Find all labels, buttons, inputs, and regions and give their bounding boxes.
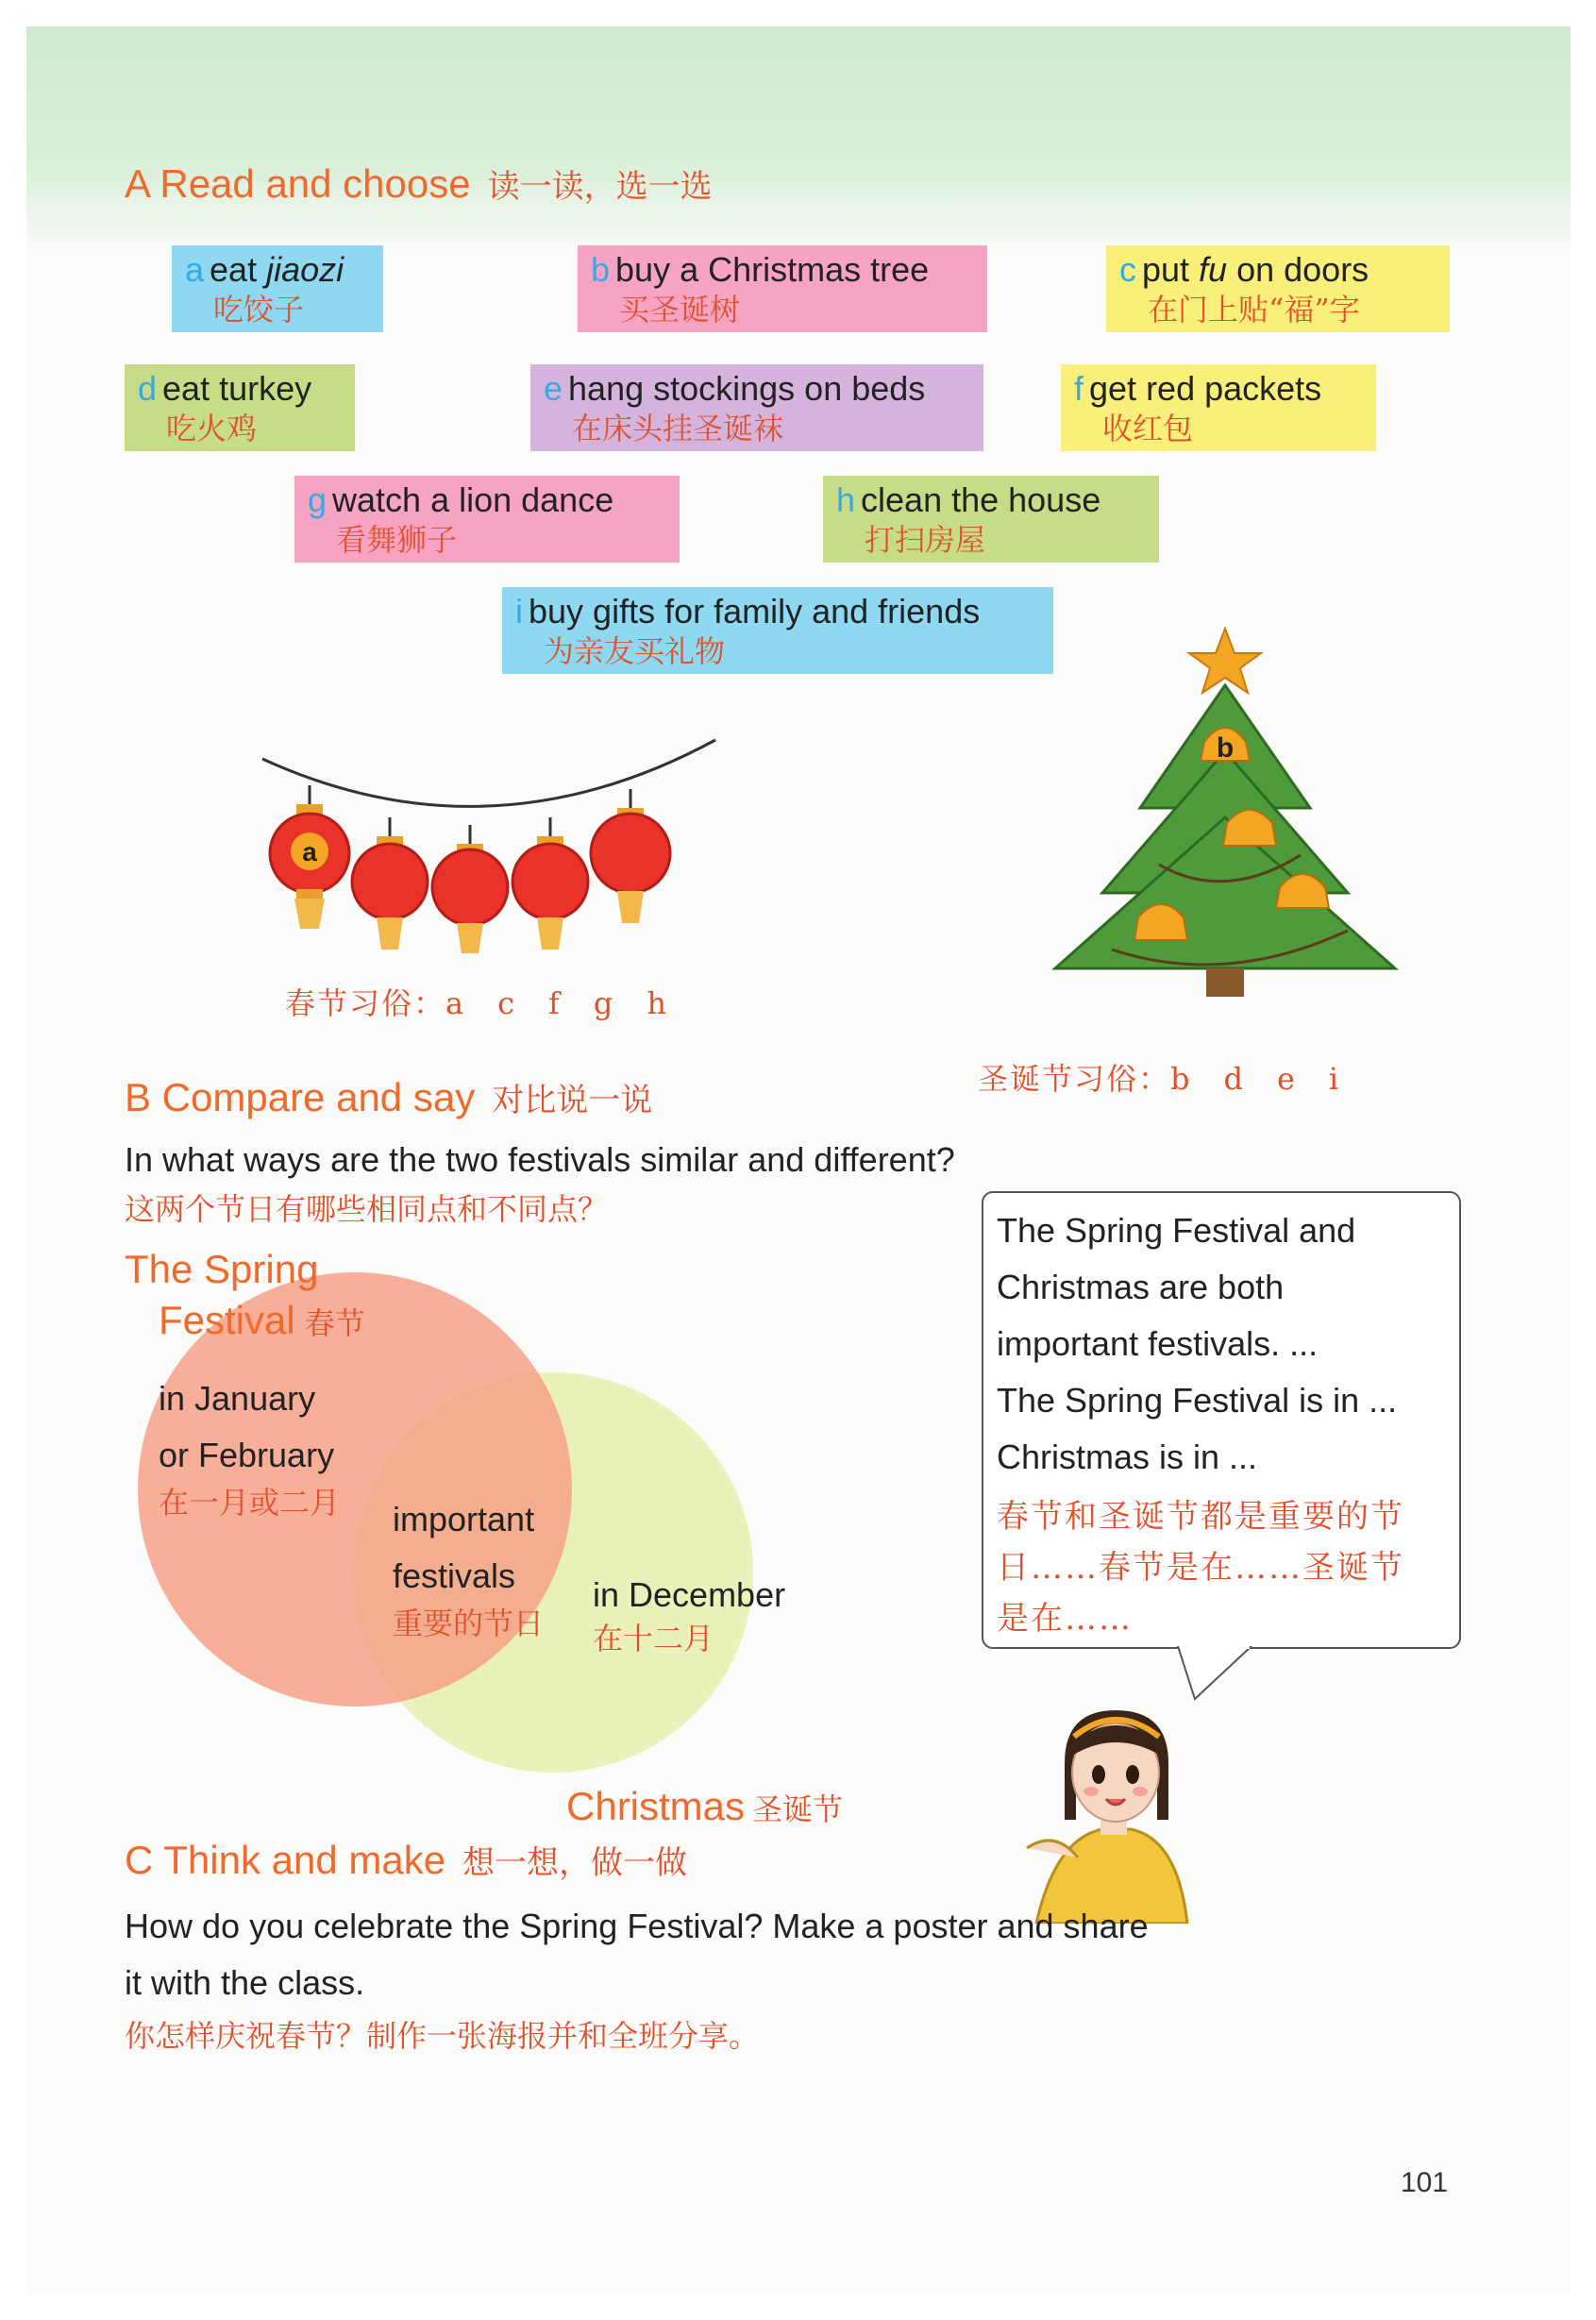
venn-spring-text-2: or February bbox=[159, 1436, 335, 1474]
choice-text-cn: 在门上贴“福”字 bbox=[1148, 292, 1360, 328]
lantern bbox=[591, 789, 670, 923]
choice-letter: a bbox=[185, 250, 205, 289]
page-number: 101 bbox=[1401, 2167, 1449, 2198]
venn-christmas-text-1: in December bbox=[593, 1575, 786, 1614]
venn-spring-title-line1: The Spring bbox=[125, 1247, 319, 1291]
choice-card-e bbox=[530, 364, 983, 451]
section-b-title-cn: 对比说一说 bbox=[492, 1082, 653, 1119]
choice-text-italic: fu bbox=[1199, 250, 1228, 289]
choice-text-italic: jiaozi bbox=[266, 250, 344, 289]
choice-card-f bbox=[1061, 364, 1376, 451]
section-a-heading bbox=[125, 160, 713, 207]
venn-spring-title bbox=[125, 1244, 365, 1349]
venn-both-text-2: festivals bbox=[393, 1556, 516, 1595]
choice-letter: d bbox=[138, 369, 158, 408]
section-b-title: B Compare and say bbox=[125, 1075, 476, 1119]
girl-illustration bbox=[999, 1697, 1216, 1924]
lantern-label: a bbox=[302, 837, 317, 866]
lanterns-illustration bbox=[253, 731, 725, 967]
speech-bubble bbox=[982, 1191, 1461, 1649]
venn-both-text-1: important bbox=[393, 1500, 535, 1538]
choice-card-c bbox=[1106, 245, 1450, 332]
choice-card-d bbox=[125, 364, 355, 451]
choice-text-cn: 吃饺子 bbox=[213, 292, 305, 328]
choice-text: eat turkey bbox=[162, 369, 312, 408]
choice-text: buy gifts for family and friends bbox=[529, 592, 981, 630]
section-c-text-line1: How do you celebrate the Spring Festival? Make a poster and share bbox=[125, 1907, 1149, 1945]
section-a-title: A Read and choose bbox=[125, 161, 471, 206]
choice-letter: g bbox=[308, 480, 328, 519]
spring-festival-customs: 春节习俗：a c f g h bbox=[285, 985, 668, 1021]
choice-text: clean the house bbox=[861, 480, 1101, 519]
tree-label: b bbox=[1216, 732, 1235, 764]
venn-christmas-title-cn: 圣诞节 bbox=[752, 1791, 844, 1827]
choice-text-cn: 收红包 bbox=[1102, 411, 1194, 446]
section-c-title-cn: 想一想，做一做 bbox=[462, 1844, 688, 1882]
textbook-page bbox=[26, 26, 1571, 2294]
header-band bbox=[26, 26, 1571, 253]
section-b-question: In what ways are the two festivals similar and different? bbox=[125, 1140, 955, 1179]
choice-text: buy a Christmas tree bbox=[615, 250, 930, 289]
bubble-cn-line: 春节和圣诞节都是重要的节 bbox=[997, 1498, 1404, 1536]
venn-spring-title-word: Festival bbox=[159, 1298, 295, 1342]
choice-text-cn: 在床头挂圣诞袜 bbox=[572, 411, 784, 446]
choice-text: eat bbox=[210, 250, 267, 289]
venn-spring-title-line2 bbox=[159, 1295, 365, 1349]
christmas-customs: 圣诞节习俗：b d e i bbox=[978, 1061, 1341, 1097]
choice-text-cn: 看舞狮子 bbox=[336, 522, 458, 558]
choice-card-i bbox=[502, 587, 1053, 674]
section-c-text-line2: it with the class. bbox=[125, 1963, 365, 2002]
choice-card-a bbox=[172, 245, 383, 332]
lantern bbox=[512, 817, 588, 950]
choice-letter: h bbox=[836, 480, 856, 519]
choice-text-tail: on doors bbox=[1227, 250, 1369, 289]
choice-letter: f bbox=[1074, 369, 1084, 408]
section-a-title-cn: 读一读，选一选 bbox=[487, 168, 713, 206]
bubble-line: The Spring Festival and bbox=[997, 1211, 1356, 1250]
venn-spring-only bbox=[159, 1370, 340, 1521]
choice-text: put bbox=[1142, 250, 1200, 289]
choice-card-b bbox=[578, 245, 987, 332]
section-c-text-cn: 你怎样庆祝春节？制作一张海报并和全班分享。 bbox=[125, 2018, 760, 2054]
venn-christmas-title bbox=[566, 1784, 843, 1829]
choice-text: watch a lion dance bbox=[332, 480, 614, 519]
choice-text-cn: 为亲友买礼物 bbox=[544, 633, 726, 669]
venn-spring-title-cn: 春节 bbox=[304, 1305, 365, 1341]
choice-text-cn: 打扫房屋 bbox=[865, 522, 986, 558]
lantern bbox=[352, 817, 428, 950]
bubble-line: Christmas are both bbox=[997, 1268, 1285, 1306]
section-c-title: C Think and make bbox=[125, 1838, 446, 1882]
choice-letter: c bbox=[1119, 250, 1136, 289]
choice-letter: e bbox=[544, 369, 563, 408]
venn-christmas-title-word: Christmas bbox=[566, 1784, 746, 1828]
bubble-cn-line: 日……春节是在……圣诞节 bbox=[997, 1549, 1404, 1587]
venn-both bbox=[393, 1491, 544, 1642]
christmas-tree-illustration bbox=[1027, 619, 1423, 1006]
choice-text: get red packets bbox=[1089, 369, 1322, 408]
lantern bbox=[432, 825, 508, 953]
bubble-line: Christmas is in ... bbox=[997, 1437, 1258, 1476]
choice-letter: i bbox=[515, 592, 523, 630]
section-c-heading bbox=[125, 1837, 687, 1883]
bubble-cn-line: 是在…… bbox=[997, 1600, 1133, 1638]
venn-christmas-only bbox=[593, 1571, 785, 1657]
venn-spring-text-1: in January bbox=[159, 1379, 316, 1418]
choice-text-cn: 买圣诞树 bbox=[619, 292, 741, 328]
section-b-heading bbox=[125, 1074, 652, 1120]
bubble-line: important festivals. ... bbox=[997, 1324, 1319, 1363]
venn-spring-text-cn: 在一月或二月 bbox=[159, 1485, 341, 1521]
section-b-question-cn: 这两个节日有哪些相同点和不同点？ bbox=[125, 1191, 609, 1227]
venn-christmas-text-cn: 在十二月 bbox=[593, 1621, 714, 1656]
choice-letter: b bbox=[591, 250, 611, 289]
choice-text: hang stockings on beds bbox=[568, 369, 926, 408]
choice-card-h bbox=[823, 476, 1159, 563]
choice-card-g bbox=[294, 476, 680, 563]
choice-text-cn: 吃火鸡 bbox=[166, 411, 258, 446]
speech-bubble-tail bbox=[1176, 1646, 1261, 1703]
venn-both-text-cn: 重要的节日 bbox=[393, 1606, 545, 1641]
bubble-line: The Spring Festival is in ... bbox=[997, 1381, 1398, 1420]
